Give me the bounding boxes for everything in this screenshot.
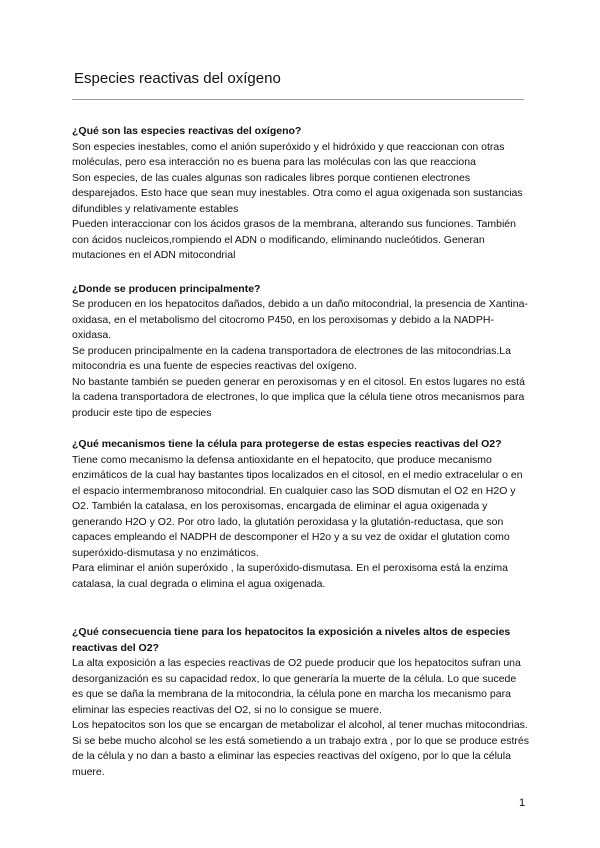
paragraph: Los hepatocitos son los que se encargan de metabolizar el alcohol, al tener muchas mitocondrias. Si se bebe mucho alcohol se les está sometiendo a un trabajo extra , por lo que se produce estrés de la célula y no dan a basto a eliminar las especies reactivas del oxígeno, por lo que la célula muere. — [72, 719, 530, 778]
document-body — [72, 124, 530, 780]
paragraph: Se producen en los hepatocitos dañados, debido a un daño mitocondrial, la presencia de Xantina-oxidasa, en el metabolismo del citocromo P450, en los peroxisomas y debido a la NADPH-oxidasa. — [72, 298, 528, 341]
section-where-produced — [72, 282, 530, 422]
section-heading: ¿Qué son las especies reactivas del oxígeno? — [72, 125, 302, 137]
paragraph: Para eliminar el anión superóxido , la superóxido-dismutasa. En el peroxisoma está la enzima catalasa, la cual degrada o elimina el agua oxigenada. — [72, 562, 508, 590]
section-consequences — [72, 625, 530, 780]
title-divider — [72, 99, 524, 100]
section-heading: ¿Donde se producen principalmente? — [72, 282, 261, 295]
paragraph: La alta exposición a las especies reactivas de O2 puede producir que los hepatocitos sufran una desorganización es su capacidad redox, lo que generaría la muerte de la célula. Lo que sucede es que se daña la membrana de la mitocondria, la célula pone en marcha los mecanismo para eliminar las especies reactivas del O2, si no lo consigue se muere. — [72, 657, 521, 716]
section-heading: ¿Qué mecanismos tiene la célula para protegerse de estas especies reactivas del O2? — [72, 438, 502, 450]
document-title: Especies reactivas del oxígeno — [74, 70, 281, 87]
paragraph: No bastante también se pueden generar en peroxisomas y en el citosol. En estos lugares no está la cadena transportadora de electrones, lo que implica que la célula tiene otros mecanismos para producir este tipo de especies — [72, 375, 525, 419]
paragraph: Se producen principalmente en la cadena transportadora de electrones de las mitocondrias.La mitocondria es una fuente de especies reactivas del oxígeno. — [72, 344, 511, 372]
section-heading: ¿Qué consecuencia tiene para los hepatocitos la exposición a niveles altos de especies reactivas del O2? — [72, 626, 511, 654]
paragraph: Son especies, de las cuales algunas son radicales libres porque contienen electrones desparejados. Esto hace que sean muy inestables. Otra como el agua oxigenada son sustancias difundibles y relativamente estables — [72, 171, 523, 215]
section-protection-mechanisms — [72, 437, 530, 592]
section-what-are-ros — [72, 124, 530, 264]
page-number: 1 — [519, 797, 526, 809]
paragraph: Pueden interaccionar con los ácidos grasos de la membrana, alterando sus funciones. También con ácidos nucleicos,rompiendo el ADN o modificando, eliminando nucleótidos. Generan mutaciones en el ADN mitocondrial — [72, 218, 516, 261]
paragraph: Son especies inestables, como el anión superóxido y el hidróxido y que reaccionan con otras moléculas, pero esa interacción no es buena para las moléculas con las que reacciona — [72, 140, 505, 168]
paragraph: Tiene como mecanismo la defensa antioxidante en el hepatocito, que produce mecanismo enzimáticos de la cual hay bastantes tipos localizados en el citosol, en el medio extracelular o en el espacio intermembranoso mitocondrial. En cualquier caso las SOD dismutan el O2 en H2O y O2. También la catalasa, en los peroxisomas, encargada de eliminar el agua oxigenada y generando H2O y O2. Por otro lado, la glutatión peroxidasa y la glutatión-reductasa, que son capaces empleando el NADPH de descomponer el H2o y a su vez de oxidar el glutation como superóxido-dismutasa y no enzimáticos. — [72, 453, 523, 559]
